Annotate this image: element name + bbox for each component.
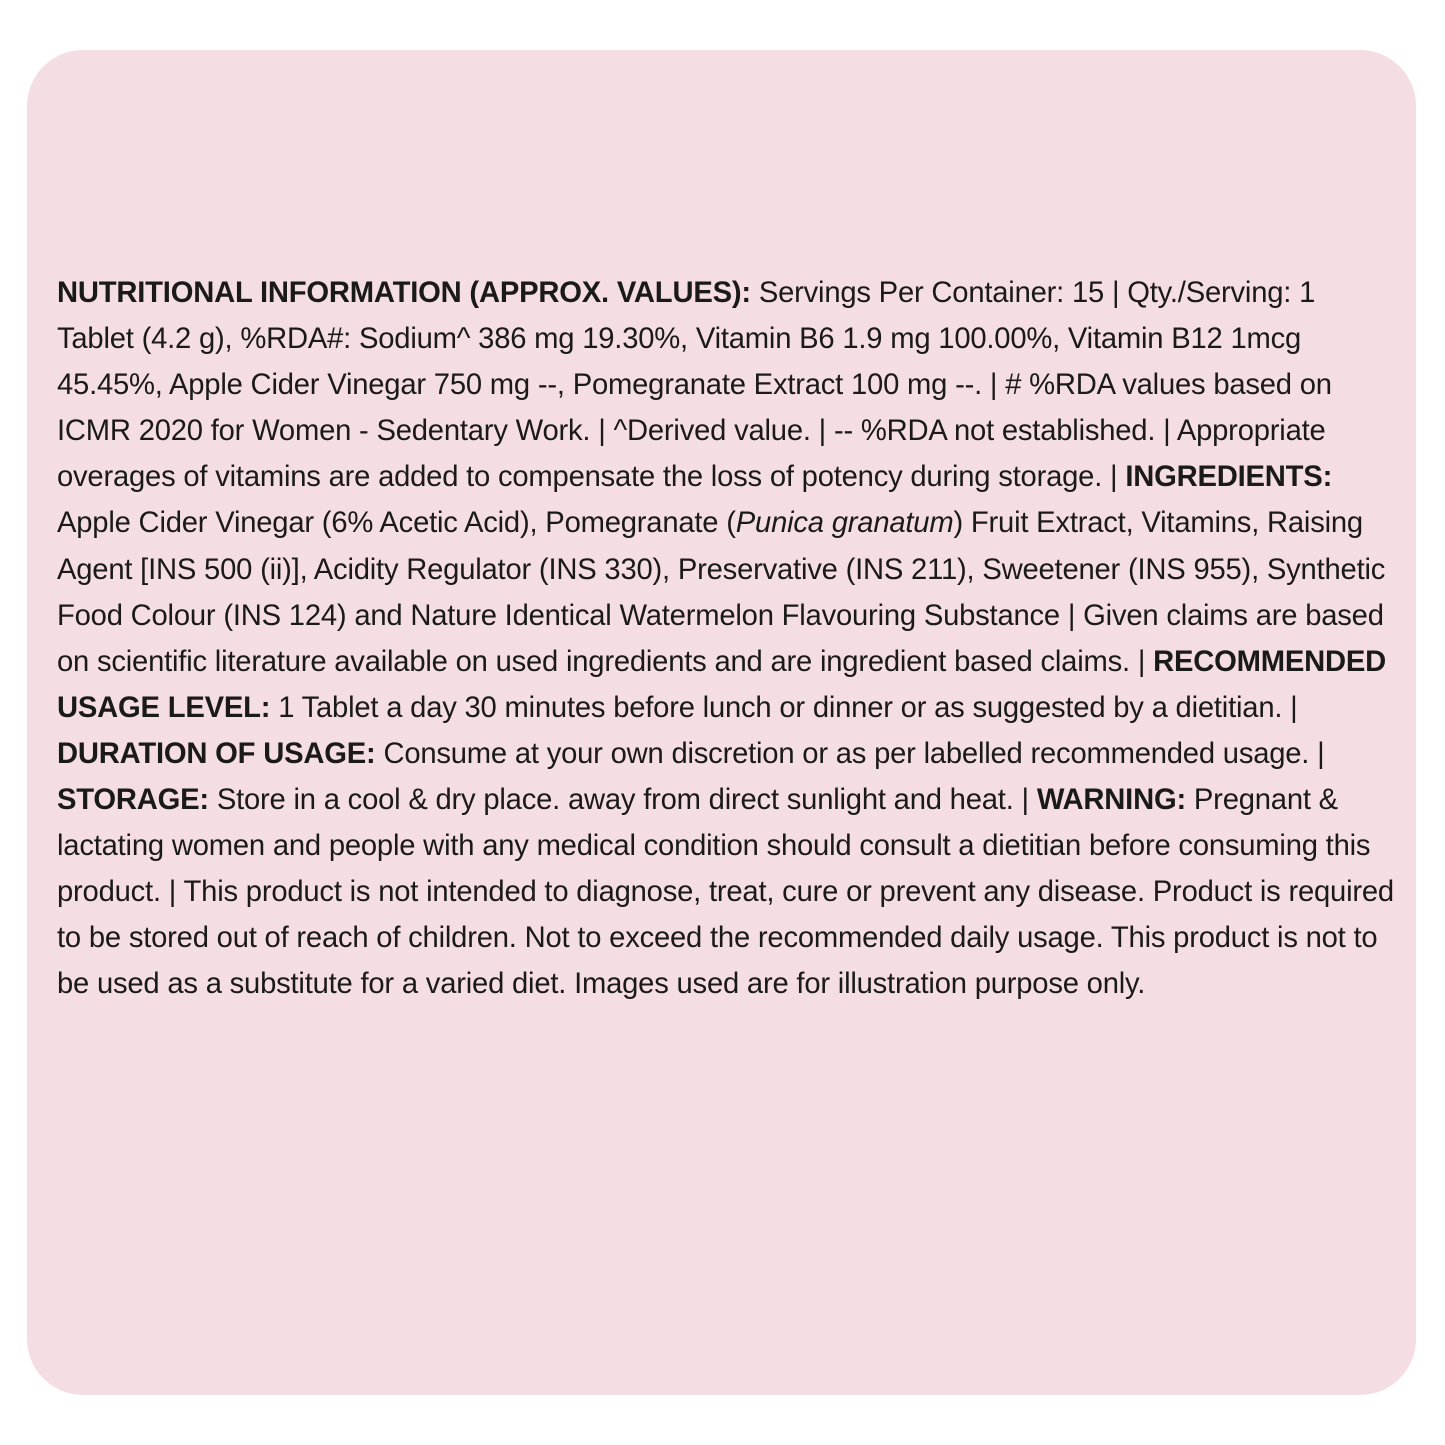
nutritional-heading: NUTRITIONAL INFORMATION (APPROX. VALUES): bbox=[57, 277, 751, 309]
warning-text: Pregnant & lactating women and people with any medical condition should consult a dietitian before consuming this product. | This product is not intended to diagnose, treat, cure or prevent any disease. Product is required to be stored out of reach of children. Not to exceed the recommended daily usage. This product is not to be used as a substitute for a varied diet. Images used are for illustration purpose only. bbox=[57, 784, 1394, 1001]
ingredients-text-2: ) Fruit Extract, Vitamins, Raising Agent [INS 500 (ii)], Acidity Regulator (INS 330), Preservative (INS 211), Sweetener (INS 955), Synthetic Food Colour (INS 124) and Nature Identical Watermelon Flavouring Substance | Given claims are based on scientific literature available on used ingredients and are ingredient based claims. | bbox=[57, 507, 1386, 678]
usage-text: 1 Tablet a day 30 minutes before lunch or dinner or as suggested by a dietitian. | bbox=[270, 691, 1298, 724]
duration-heading: DURATION OF USAGE: bbox=[57, 737, 376, 770]
ingredients-heading: INGREDIENTS: bbox=[1125, 461, 1333, 494]
warning-heading: WARNING: bbox=[1036, 784, 1186, 817]
label-paragraph bbox=[57, 270, 1397, 1008]
storage-text: Store in a cool & dry place. away from direct sunlight and heat. | bbox=[208, 784, 1037, 817]
usage-heading: RECOMMENDED USAGE LEVEL: bbox=[57, 645, 1387, 724]
nutritional-text: Servings Per Container: 15 | Qty./Serving: 1 Tablet (4.2 g), %RDA#: Sodium^ 386 mg 19.30%, Vitamin B6 1.9 mg 100.00%, Vitamin B12 1mcg 45.45%, Apple Cider Vinegar 750 mg --, Pomegranate Extract 100 mg --. | # %RDA values based on ICMR 2020 for Women - Sedentary Work. | ^Derived value. | -- %RDA not established. | Appropriate overages of vitamins are added to compensate the loss of potency during storage. | bbox=[57, 277, 1332, 494]
ingredients-text-1: Apple Cider Vinegar (6% Acetic Acid), Pomegranate ( bbox=[57, 507, 736, 540]
storage-heading: STORAGE: bbox=[57, 784, 209, 817]
duration-text: Consume at your own discretion or as per labelled recommended usage. | bbox=[375, 737, 1325, 770]
ingredients-botanical-name: Punica granatum bbox=[735, 507, 954, 540]
